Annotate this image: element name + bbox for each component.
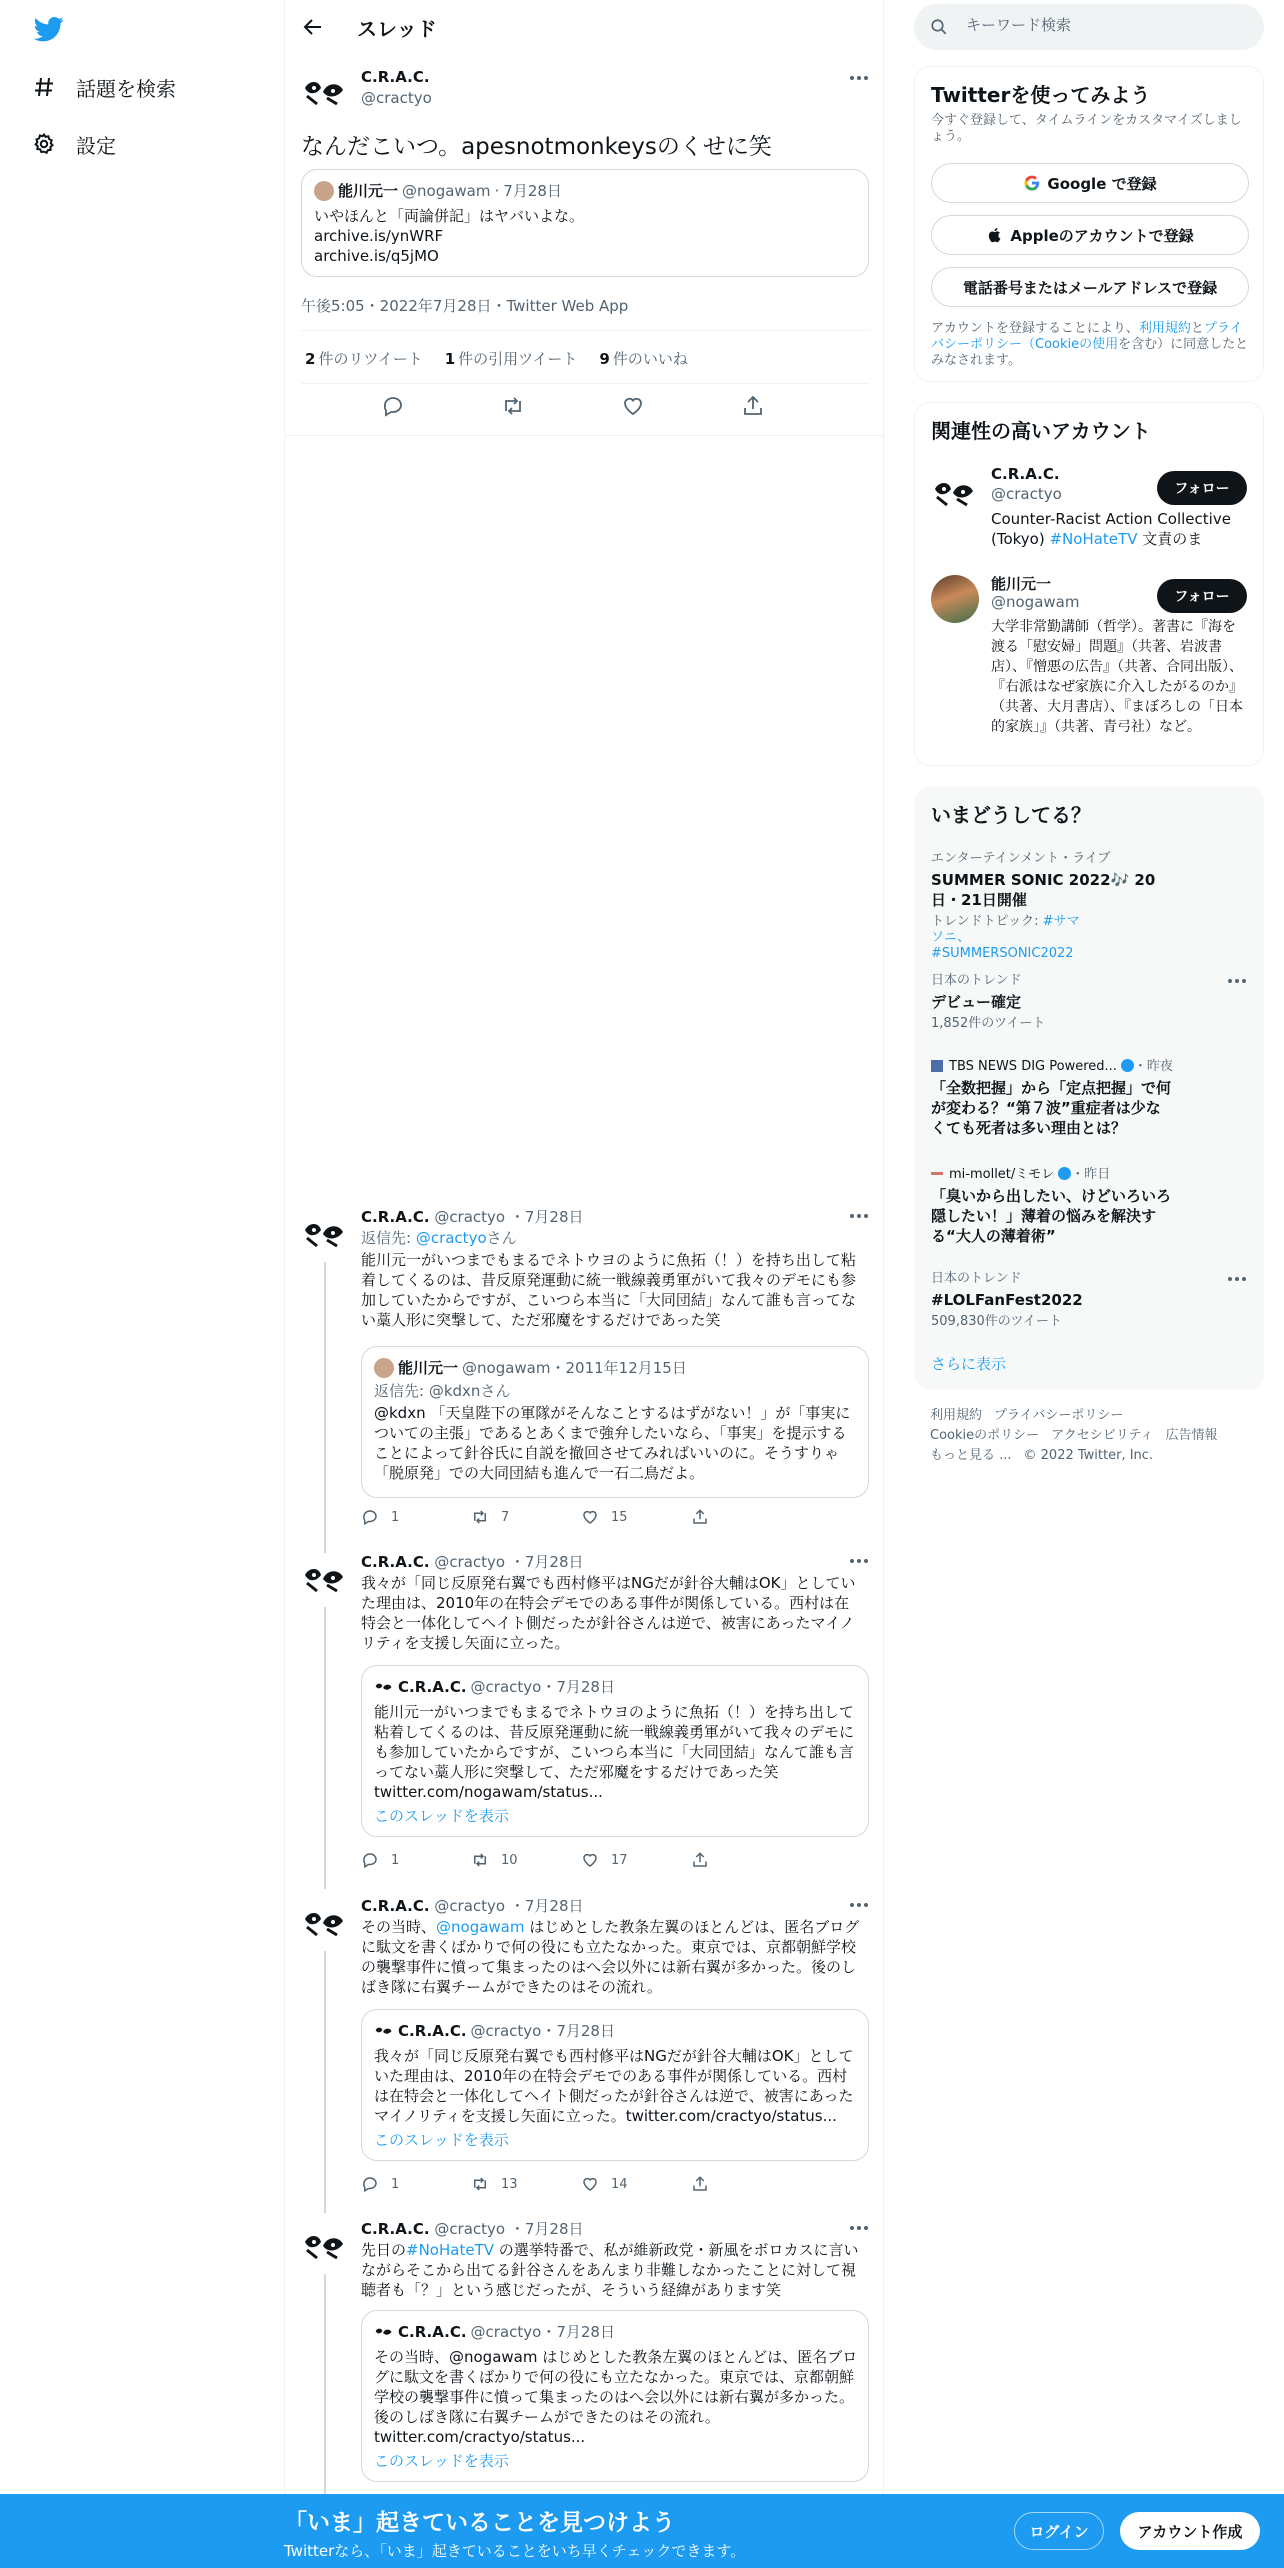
retweet-button[interactable]: 13 — [471, 2175, 581, 2193]
author-name[interactable]: C.R.A.C. — [361, 1553, 430, 1571]
news-item[interactable] — [931, 1163, 1249, 1246]
quote-author-handle: @cractyo — [470, 2021, 542, 2040]
bottom-bar-subtitle: Twitterなら、「いま」起きていることをいち早くチェックできます。 — [284, 2542, 746, 2560]
google-signup-button[interactable]: Google で登録 — [931, 163, 1249, 203]
back-arrow-icon[interactable] — [301, 15, 325, 39]
thread-line — [324, 1607, 326, 1889]
quote-header — [374, 1357, 687, 1378]
footer-links — [930, 1406, 1260, 1466]
avatar — [931, 575, 979, 623]
page-title: スレッド — [357, 17, 437, 41]
reply-header — [361, 1895, 584, 1916]
related-bio: Counter-Racist Action Collective (Tokyo) #NoHateTV 文責のま — [991, 510, 1231, 548]
right-sidebar — [914, 0, 1264, 2568]
reply-to-line: 返信先: @cractyoさん — [361, 1229, 517, 1247]
footer-link[interactable]: アクセシビリティ — [1051, 1428, 1154, 1443]
terms-link[interactable]: 利用規約 — [1138, 321, 1191, 336]
footer-link[interactable]: Cookieのポリシー — [930, 1428, 1040, 1443]
quote-author-handle: @nogawam — [402, 181, 491, 200]
quote-author-name: C.R.A.C. — [398, 2021, 467, 2040]
related-handle: @nogawam — [991, 593, 1080, 611]
avatar[interactable] — [301, 66, 349, 114]
reply-button[interactable]: 1 — [361, 2175, 471, 2193]
signup-card — [914, 66, 1264, 382]
quote-date: ・7月28日 — [541, 2022, 615, 2040]
quote-avatar — [314, 181, 334, 201]
signup-button[interactable]: アカウント作成 — [1120, 2512, 1260, 2550]
trend-category: 日本のトレンド — [931, 973, 1022, 988]
apple-signup-button[interactable]: Appleのアカウントで登録 — [931, 215, 1249, 255]
more-icon[interactable] — [847, 66, 871, 90]
quote-body: 能川元一がいつまでもまるでネトウヨのように魚拓（！）を持ち出して粘着してくるのは、昔反原発運動に統一戦線義勇軍がいて我々のデモにも参加していたからですが、こいつら本当に「大同団結」なんて誰も言ってない藁人形に突撃して、ただ邪魔をするだけであった笑 twitter.com/nogawam/status... — [374, 1703, 855, 1801]
retweet-button[interactable]: 10 — [471, 1851, 581, 1869]
reply-header — [361, 1206, 584, 1227]
trend-count: 1,852件のツイート — [931, 1016, 1046, 1031]
tweet-stats — [305, 348, 688, 369]
more-icon[interactable] — [1225, 969, 1249, 993]
quote-reply-to: 返信先: @kdxnさん — [374, 1382, 511, 1400]
tweet-date[interactable]: ・7月28日 — [509, 1208, 584, 1226]
more-icon[interactable] — [847, 2216, 871, 2240]
quote-author-name: C.R.A.C. — [398, 2322, 467, 2341]
thread-column — [284, 0, 884, 2568]
email-signup-button[interactable]: 電話番号またはメールアドレスで登録 — [931, 267, 1249, 307]
quoted-tweet[interactable] — [361, 1665, 869, 1837]
quote-header: 能川元一 @nogawam · 7月28日 — [314, 180, 562, 201]
author-handle[interactable]: @cractyo — [361, 89, 432, 107]
trend-title: #LOLFanFest2022 — [931, 1291, 1083, 1309]
thread-line — [324, 1262, 326, 1556]
reply-button[interactable]: 1 — [361, 1508, 471, 1526]
thread-header — [285, 0, 885, 54]
quoted-tweet[interactable] — [361, 2009, 869, 2161]
footer-link[interactable]: もっと見る ... — [930, 1448, 1012, 1463]
quote-body: その当時、@nogawam はじめとした教条左翼のほとんどは、匿名ブログに駄文を書くばかりで何の役にも立たなかった。東京では、京都朝鮮学校の襲撃事件に憤って集まったのはへ会以外には新右翼が多かった。後のしばき隊に右翼チームができたのはその流れ。twitter.com/cractyo/status... — [374, 2348, 858, 2446]
tweet-text: 先日の#NoHateTV の選挙特番で、私が維新政党・新風をボロカスに言いながらそこから出てる針谷さんをあんまり非難しなかったことに対して視聴者も「？」という感じだったが、そういう経緯があります笑 — [361, 2241, 859, 2299]
twitter-logo-icon[interactable] — [32, 14, 66, 44]
quote-author-name: 能川元一 — [338, 182, 399, 200]
google-icon — [1023, 174, 1041, 192]
heart-icon[interactable] — [621, 394, 645, 418]
signup-terms: アカウントを登録することにより、利用規約とプライバシーポリシー（Cookieの使用を含む）に同意したとみなされます。 — [931, 321, 1249, 368]
left-nav — [0, 0, 284, 2568]
tweet-actions — [361, 1851, 801, 1869]
gear-icon — [32, 132, 56, 156]
avatar[interactable] — [301, 2220, 349, 2268]
quote-date: 7月28日 — [503, 182, 562, 200]
trend-count: 509,830件のツイート — [931, 1314, 1062, 1329]
tweet-date[interactable]: ・7月28日 — [509, 2220, 584, 2238]
footer-link[interactable]: 広告情報 — [1165, 1428, 1218, 1443]
share-button[interactable] — [691, 2175, 801, 2193]
avatar[interactable] — [301, 1897, 349, 1945]
tweet-text: その当時、@nogawam はじめとした教条左翼のほとんどは、匿名ブログに駄文を書くばかりで何の役にも立たなかった。東京では、京都朝鮮学校の襲撃事件に憤って集まったのはへ会以外には新右翼が多かった。後のしばき隊に右翼チームができたのはその流れ。 — [361, 1918, 860, 1996]
quote-author-handle: @cractyo — [470, 2322, 542, 2341]
divider — [301, 383, 869, 384]
like-button[interactable]: 15 — [581, 1508, 691, 1526]
avatar — [931, 467, 979, 515]
search-box[interactable] — [914, 4, 1264, 50]
tweet-actions — [361, 2175, 801, 2193]
quote-date: ・7月28日 — [541, 1678, 615, 1696]
author-handle[interactable]: @cractyo — [434, 1553, 506, 1571]
reply-header — [361, 1551, 584, 1572]
related-bio: 大学非常勤講師（哲学）。著書に『海を渡る「慰安婦」問題』（共著、岩波書店）、『憎悪の広告』（共著、合同出版）、『右派はなぜ家族に介入したがるのか』（共著、大月書店）、『まぼろしの「日本的家族」』（共著、青弓社）など。 — [991, 619, 1243, 735]
reply-button[interactable]: 1 — [361, 1851, 471, 1869]
tweet-timestamp[interactable]: 午後5:05・2022年7月28日・Twitter Web App — [301, 297, 629, 315]
login-button[interactable]: ログイン — [1014, 2512, 1104, 2550]
thread-line — [324, 1951, 326, 2213]
quote-body: @kdxn 「天皇陛下の軍隊がそんなことするはずがない！」が「事実についての主張」であるとあくまで強弁したいなら、「事実」を提示することによって針谷氏に自説を撤回させてみればいいのに。そうすりゃ「脱原発」での大同団結も進んで一石二鳥だよ。 — [374, 1404, 851, 1482]
bottom-bar-title: 「いま」起きていることを見つけよう — [284, 2510, 675, 2536]
news-source-icon — [931, 1060, 943, 1072]
hashtag-icon — [32, 75, 56, 99]
nav-settings[interactable] — [32, 126, 116, 162]
news-title: 「臭いから出したい、けどいろいろ隠したい！」薄着の悩みを解決する“大人の薄着術” — [931, 1187, 1172, 1245]
trend-category: エンターテインメント・ライブ — [931, 851, 1111, 866]
related-name: 能川元一 — [991, 575, 1052, 593]
more-icon[interactable] — [847, 1893, 871, 1917]
hashtag-link[interactable]: #NoHateTV — [406, 2241, 494, 2259]
footer-link[interactable]: 利用規約 — [930, 1408, 983, 1423]
like-button[interactable]: 17 — [581, 1851, 691, 1869]
tweet-text: 能川元一がいつまでもまるでネトウヨのように魚拓（！）を持ち出して粘着してくるのは、昔反原発運動に統一戦線義勇軍がいて我々のデモにも参加していたからですが、こいつら本当に「大同団結」なんて誰も言ってない藁人形に突撃して、ただ邪魔をするだけであった笑 — [361, 1251, 857, 1329]
trend-subtitle: トレンドトピック: #サマソニ、#SUMMERSONIC2022 — [931, 914, 1080, 961]
search-icon — [930, 18, 948, 36]
show-thread-link[interactable]: このスレッドを表示 — [374, 2452, 509, 2470]
quote-author-name: 能川元一 — [398, 1359, 459, 1377]
cookie-link[interactable]: （Cookieの使用 — [1022, 337, 1119, 352]
author-handle[interactable]: @cractyo — [434, 2220, 506, 2238]
tweet-date[interactable]: ・7月28日 — [509, 1553, 584, 1571]
verified-icon — [1058, 1167, 1071, 1180]
quote-date: ・2011年12月15日 — [550, 1359, 687, 1377]
author-name[interactable]: C.R.A.C. — [361, 68, 430, 86]
quote-avatar — [374, 1358, 394, 1378]
privacy-link[interactable]: プライバシーポリシー — [931, 321, 1243, 352]
verified-icon — [1121, 1059, 1134, 1072]
divider — [301, 330, 869, 331]
search-input[interactable] — [966, 16, 1246, 34]
related-account[interactable] — [915, 463, 1263, 563]
follow-button[interactable]: フォロー — [1157, 579, 1247, 613]
reply-to-mention[interactable]: @cractyo — [415, 1229, 487, 1247]
news-source: TBS NEWS DIG Powered... ・昨夜 — [931, 1055, 1249, 1074]
retweet-button[interactable]: 7 — [471, 1508, 581, 1526]
quote-header — [374, 1676, 615, 1697]
more-icon[interactable] — [847, 1549, 871, 1573]
like-button[interactable]: 14 — [581, 2175, 691, 2193]
news-source: mi-mollet/ミモレ ・昨日 — [931, 1163, 1249, 1182]
avatar[interactable] — [301, 1208, 349, 1256]
trend-item[interactable] — [931, 1267, 1249, 1330]
tweet-actions — [361, 1508, 801, 1526]
trend-category: 日本のトレンド — [931, 1271, 1022, 1286]
related-handle: @cractyo — [991, 485, 1062, 503]
trend-topic-links[interactable]: #サマソニ、#SUMMERSONIC2022 — [931, 914, 1080, 961]
trend-item[interactable] — [931, 969, 1249, 1032]
trend-title: SUMMER SONIC 2022🎶 20日・21日開催 — [931, 871, 1156, 909]
divider — [285, 435, 885, 436]
quote-avatar — [374, 2322, 394, 2342]
avatar[interactable] — [301, 1553, 349, 1601]
related-title: 関連性の高いアカウント — [931, 419, 1151, 443]
author-name[interactable]: C.R.A.C. — [361, 1897, 430, 1915]
footer-link[interactable]: プライバシーポリシー — [994, 1408, 1124, 1423]
tweet-date[interactable]: ・7月28日 — [509, 1897, 584, 1915]
author-handle[interactable]: @cractyo — [434, 1897, 506, 1915]
nav-settings-label: 設定 — [76, 133, 116, 158]
share-button[interactable] — [691, 1508, 801, 1526]
more-icon[interactable] — [847, 1204, 871, 1228]
retweet-icon[interactable] — [501, 394, 525, 418]
news-item[interactable] — [931, 1055, 1249, 1138]
retweet-stat[interactable]: 2 件のリツイート — [305, 350, 423, 368]
quote-author-handle: @cractyo — [470, 1677, 542, 1696]
like-stat[interactable]: 9 件のいいね — [599, 350, 688, 368]
author-handle[interactable]: @cractyo — [434, 1208, 506, 1226]
more-icon[interactable] — [1225, 1267, 1249, 1291]
reply-icon[interactable] — [381, 394, 405, 418]
quote-header — [374, 2020, 615, 2041]
reply-header — [361, 2218, 584, 2239]
tweet-text: なんだこいつ。apesnotmonkeysのくせに笑 — [301, 134, 772, 160]
tweet-actions — [333, 394, 813, 418]
quote-stat[interactable]: 1 件の引用ツイート — [444, 350, 578, 368]
quoted-tweet[interactable] — [361, 1346, 869, 1498]
tweet-text: 我々が「同じ反原発右翼でも西村修平はNGだが針谷大輔はOK」としていた理由は、2010年の在特会デモでのある事件が関係している。西村は在特会と一体化してヘイト側だったが針谷さんは逆で、被害にあったマイノリティを支援し矢面に立った。 — [361, 1574, 856, 1652]
news-title: 「全数把握」から「定点把握」で何が変わる？“第７波”重症者は少なくても死者は多い理由とは？ — [931, 1079, 1172, 1137]
quote-author-handle: @nogawam — [462, 1358, 551, 1377]
apple-icon — [986, 226, 1004, 244]
quote-avatar — [374, 1677, 394, 1697]
share-button[interactable] — [691, 1851, 801, 1869]
quote-author-name: C.R.A.C. — [398, 1677, 467, 1696]
author-name[interactable]: C.R.A.C. — [361, 1208, 430, 1226]
follow-button[interactable]: フォロー — [1157, 471, 1247, 505]
trend-item[interactable] — [931, 847, 1249, 962]
quoted-tweet[interactable] — [301, 169, 869, 277]
related-accounts-card — [914, 402, 1264, 766]
quote-date: ・7月28日 — [541, 2323, 615, 2341]
signup-subtitle: 今すぐ登録して、タイムラインをカスタマイズしましょう。 — [931, 113, 1242, 144]
quote-body: 我々が「同じ反原発右翼でも西村修平はNGだが針谷大輔はOK」としていた理由は、2010年の在特会デモでのある事件が関係している。西村は在特会と一体化してヘイト側だったが針谷さんは逆で、被害にあったマイノリティを支援し矢面に立った。twitter.com/cractyo/status... — [374, 2047, 854, 2125]
news-source-icon — [931, 1172, 943, 1175]
trend-title: デビュー確定 — [931, 993, 1022, 1011]
nav-explore-label: 話題を検索 — [76, 76, 176, 101]
bio-hashtag[interactable]: #NoHateTV — [1049, 530, 1138, 548]
quote-header — [374, 2321, 615, 2342]
author-name[interactable]: C.R.A.C. — [361, 2220, 430, 2238]
related-name: C.R.A.C. — [991, 465, 1060, 483]
nav-explore[interactable] — [32, 69, 176, 105]
share-icon[interactable] — [741, 394, 765, 418]
mention-link[interactable]: @nogawam — [436, 1918, 525, 1936]
quoted-tweet[interactable] — [361, 2310, 869, 2482]
show-more-link[interactable]: さらに表示 — [931, 1355, 1007, 1373]
show-thread-link[interactable]: このスレッドを表示 — [374, 2131, 509, 2149]
trends-title: いまどうしてる？ — [931, 803, 1091, 827]
show-thread-link[interactable]: このスレッドを表示 — [374, 1807, 509, 1825]
related-account[interactable] — [915, 571, 1263, 761]
trends-card — [914, 786, 1264, 1390]
bottom-signup-bar — [0, 2494, 1284, 2568]
thread-line — [324, 2274, 326, 2494]
copyright: © 2022 Twitter, Inc. — [1023, 1448, 1154, 1463]
quote-avatar — [374, 2021, 394, 2041]
signup-title: Twitterを使ってみよう — [931, 83, 1151, 107]
quote-body: いやほんと「両論併記」はヤバいよな。 archive.is/ynWRF archive.is/q5jMO — [314, 207, 585, 265]
